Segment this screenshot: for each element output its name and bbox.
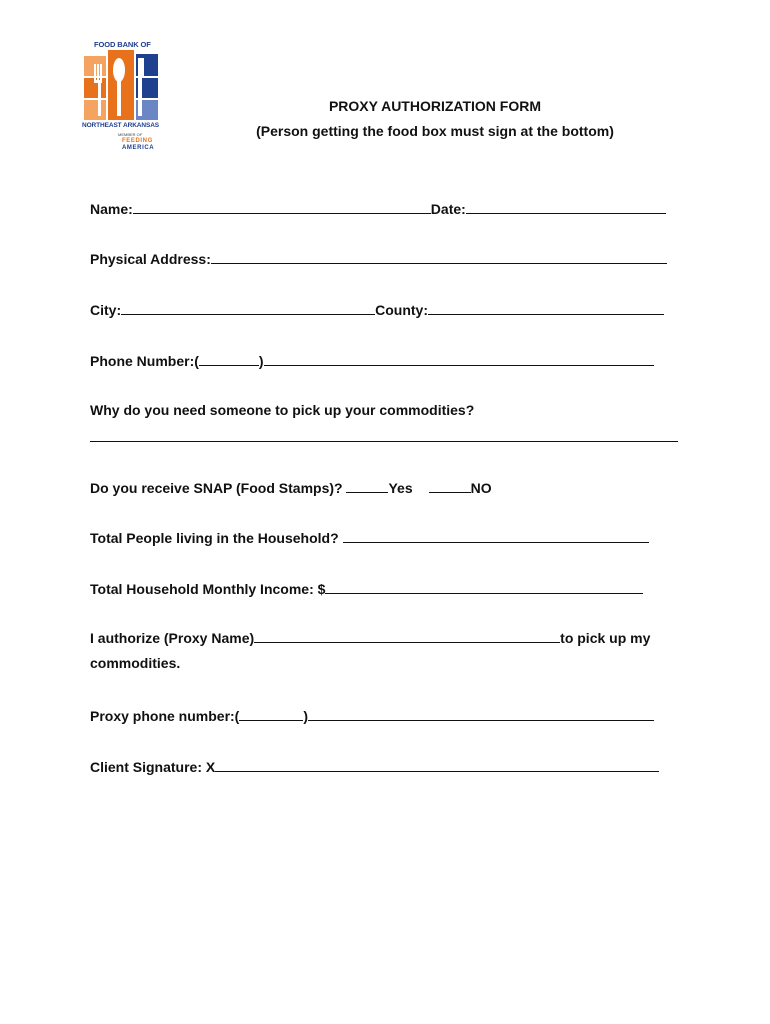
snap-yes-label: Yes [388,480,413,496]
snap-no-label: NO [470,480,492,496]
snap-no-field[interactable] [429,478,471,493]
fork-knife-spoon-icon [84,50,158,120]
signature-label: Client Signature: X [90,759,216,775]
authorize-block [90,626,690,676]
county-field[interactable] [428,300,664,315]
name-field[interactable] [133,199,431,214]
proxy-phone-area-code-field[interactable] [239,706,303,721]
proxy-phone-close: ) [303,708,309,724]
logo-member-of: MEMBER OF [118,132,143,137]
why-row [90,401,690,419]
county-label: County: [375,302,429,318]
logo-america: AMERICA [122,145,155,151]
form-subtitle: (Person getting the food box must sign at the bottom) [256,123,614,139]
household-row [90,528,690,547]
phone-row [90,351,690,370]
phone-number-field[interactable] [264,351,654,366]
phone-area-code-field[interactable] [199,351,259,366]
form-header [150,94,720,144]
authorize-suffix: to pick up my [560,630,651,646]
address-field[interactable] [211,249,667,264]
logo-org-bottom: NORTHEAST ARKANSAS [82,122,160,129]
household-label: Total People living in the Household? [90,530,339,546]
income-field[interactable] [325,579,643,594]
city-county-row [90,300,690,319]
why-answer-row [90,427,690,446]
authorize-prefix: I authorize (Proxy Name) [90,630,255,646]
why-question: Why do you need someone to pick up your commodities? [90,402,475,418]
proxy-phone-row [90,706,690,725]
signature-field[interactable] [215,757,659,772]
snap-yes-field[interactable] [346,478,388,493]
name-date-row [90,199,690,218]
proxy-phone-number-field[interactable] [308,706,654,721]
snap-question: Do you receive SNAP (Food Stamps)? [90,480,343,496]
name-label: Name: [90,201,133,217]
date-field[interactable] [466,199,666,214]
phone-close: ) [258,353,264,369]
address-label: Physical Address: [90,251,211,267]
signature-row [90,757,690,776]
address-row [90,249,690,268]
household-field[interactable] [343,528,649,543]
form-title: PROXY AUTHORIZATION FORM [328,98,542,114]
logo-feeding: FEEDING [122,138,153,144]
phone-label: Phone Number:( [90,353,199,369]
city-field[interactable] [121,300,375,315]
income-label: Total Household Monthly Income: $ [90,581,326,597]
why-answer-field[interactable] [90,427,678,442]
date-label: Date: [430,201,466,217]
logo-org-top: FOOD BANK OF [94,40,151,49]
snap-row [90,478,690,497]
income-row [90,579,690,598]
proxy-name-field[interactable] [254,628,560,643]
proxy-phone-label: Proxy phone number:( [90,708,240,724]
city-label: City: [90,302,122,318]
authorize-line2: commodities. [90,655,181,671]
